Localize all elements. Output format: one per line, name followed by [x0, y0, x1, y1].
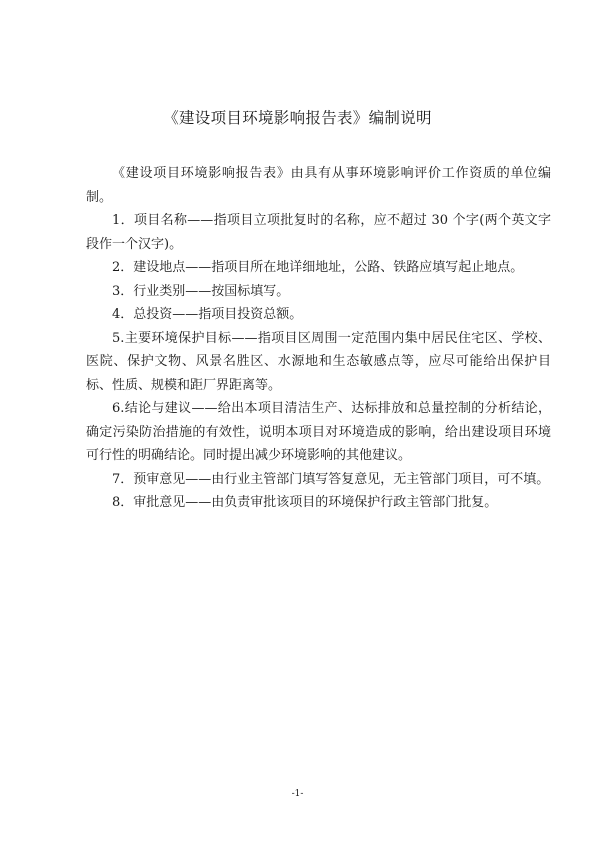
page-number: -1- [291, 789, 304, 799]
item-construction-site: 2．建设地点——指项目所在地详细地址，公路、铁路应填写起止地点。 [112, 260, 524, 275]
item-approval-opinion: 8．审批意见——由负责审批该项目的环境保护行政主管部门批复。 [112, 495, 498, 510]
item-protection-targets: 5.主要环境保护目标——指项目区周围一定范围内集中居民住宅区、学校、医院、保护文物、风景名胜区、水源地和生态敏感点等，应尽可能给出保护目标、性质、规模和距厂界距离等。 [86, 330, 551, 393]
item-conclusions: 6.结论与建议——给出本项目清洁生产、达标排放和总量控制的分析结论，确定污染防治措施的有效性，说明本项目对环境造成的影响，给出建设项目环境可行性的明确结论。同时提出减少环境影响的其他建议。 [86, 401, 551, 463]
instructions-body [86, 162, 551, 515]
item-industry-category: 3．行业类别——按国标填写。 [112, 283, 290, 299]
intro-paragraph: 《建设项目环境影响报告表》由具有从事环境影响评价工作资质的单位编制。 [86, 166, 551, 205]
item-total-investment: 4．总投资——指项目投资总额。 [112, 307, 303, 322]
item-project-name: 1．项目名称——指项目立项批复时的名称，应不超过 30 个字(两个英文字段作一个汉字)。 [86, 213, 551, 252]
page-title: 《建设项目环境影响报告表》编制说明 [163, 109, 432, 127]
item-preliminary-review: 7．预审意见——由行业主管部门填写答复意见，无主管部门项目，可不填。 [112, 471, 550, 487]
